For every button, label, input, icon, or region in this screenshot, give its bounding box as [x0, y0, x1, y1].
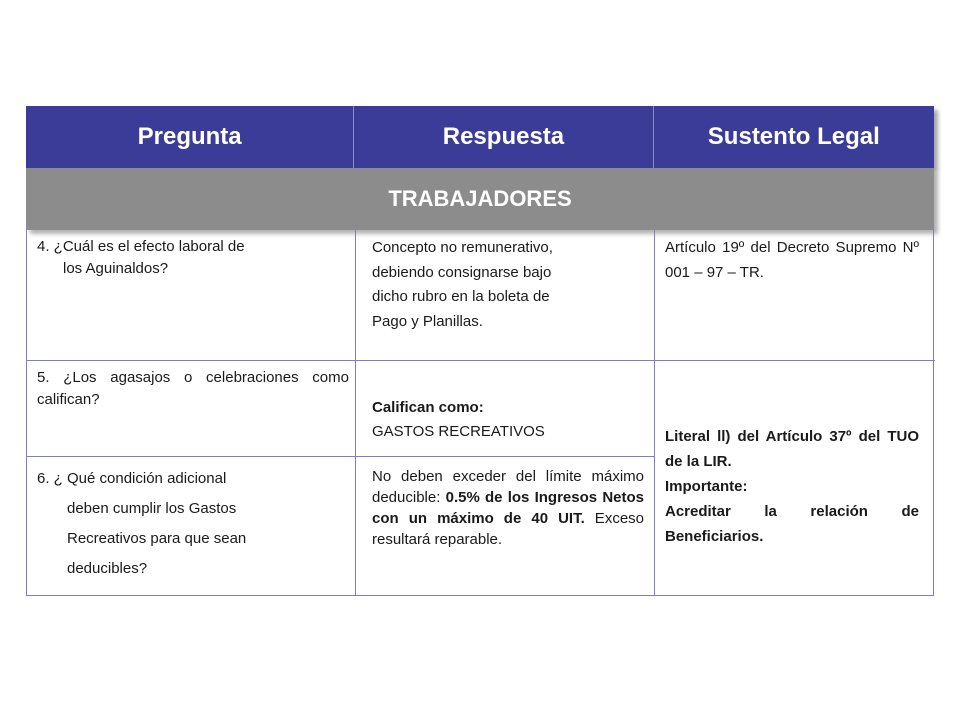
- row6-answer-post: Exceso resultará reparable.: [372, 510, 644, 548]
- row4-legal: Artículo 19º del Decreto Supremo Nº 001 – 97 – TR.: [665, 239, 919, 281]
- row6-question-line: Recreativos para que sean: [67, 530, 247, 547]
- row6-question: [37, 464, 349, 584]
- row-divider: [27, 360, 935, 361]
- row6-answer-pre: No deben exceder del límite máximo deducible:: [372, 468, 644, 506]
- row4-answer-line: Pago y Planillas.: [372, 312, 483, 330]
- row6-answer: [372, 466, 644, 550]
- row6-answer-bold: 0.5% de los Ingresos Netos con un máximo de 40 UIT.: [372, 489, 645, 527]
- row5-question: 5. ¿Los agasajos o celebraciones como califican?: [37, 369, 349, 408]
- row4-answer-line: debiendo consignarse bajo: [372, 263, 552, 281]
- legal-importante: Importante:: [665, 478, 748, 495]
- row5-answer: [372, 396, 642, 444]
- legal-literal: Literal ll) del Artículo 37º del TUO de la LIR.: [665, 428, 919, 470]
- legal-table: [26, 106, 934, 596]
- row5-answer-bold: Califican como:: [372, 399, 484, 416]
- row4-question-line: los Aguinaldos?: [63, 260, 169, 277]
- row4-question: [37, 236, 349, 280]
- row56-legal: [665, 424, 919, 549]
- header-pregunta: Pregunta: [26, 106, 354, 168]
- column-divider: [654, 230, 655, 596]
- row6-question-line: deducibles?: [67, 560, 148, 577]
- column-divider: [355, 230, 356, 596]
- row5-answer-text: GASTOS RECREATIVOS: [372, 423, 545, 440]
- section-trabajadores: TRABAJADORES: [26, 168, 934, 230]
- row6-question-line: deben cumplir los Gastos: [67, 500, 237, 517]
- header-sustento-legal: Sustento Legal: [707, 123, 880, 150]
- row-divider: [27, 456, 654, 457]
- header-respuesta: Respuesta: [354, 106, 653, 168]
- row4-answer-line: dicho rubro en la boleta de: [372, 288, 550, 305]
- legal-acreditar: Acreditar la relación de Beneficiarios.: [665, 503, 919, 545]
- row5-question-line1: [37, 367, 349, 411]
- row4-answer-line: Concepto no remunerativo,: [372, 239, 553, 256]
- table-body: [26, 230, 934, 596]
- row4-question-line: 4. ¿Cuál es el efecto laboral de: [37, 238, 245, 255]
- row6-question-line: 6. ¿ Qué condición adicional: [37, 470, 227, 487]
- table-header-row: [26, 106, 934, 168]
- row4-answer: [372, 236, 642, 334]
